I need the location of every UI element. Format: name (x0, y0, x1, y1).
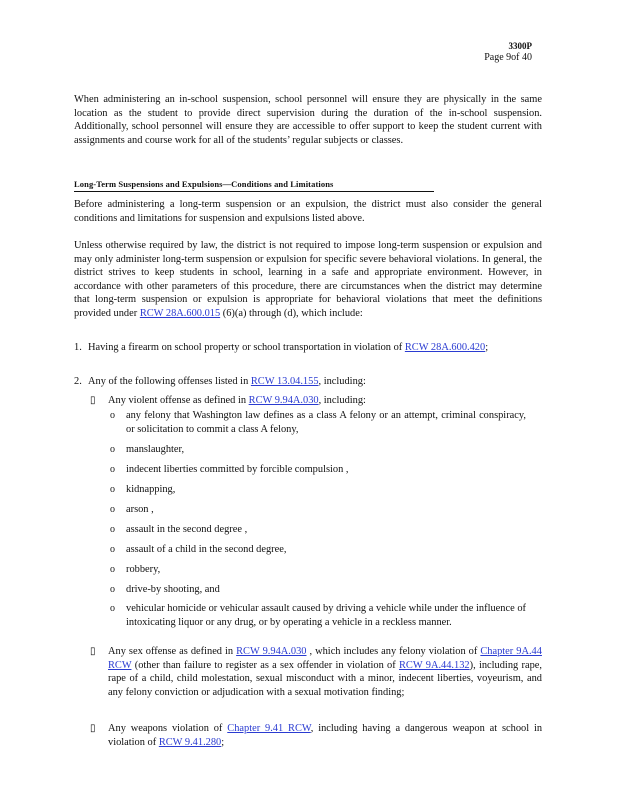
chapter-9a-44-rcw-link[interactable]: Chapter 9A.44 RCW (108, 646, 542, 671)
violent-sub-item: o assault of a child in the second degree, (110, 544, 287, 555)
item-tail: ; (485, 342, 489, 353)
bullet-glyph-icon: ▯ (90, 646, 96, 657)
violent-sub-item: o manslaughter, (110, 444, 185, 455)
requirements-paragraph (74, 239, 542, 321)
circle-bullet-icon: o (110, 544, 115, 555)
bullet-text: Any sex offense as defined in (108, 646, 234, 657)
rcw-9-94a-030-link[interactable]: RCW 9.94A.030 (236, 646, 307, 657)
violent-sub-item: o any felony that Washington law defines as a class A felony or an attempt, criminal conspiracy, or solicitation to commit a class A felony, (110, 410, 526, 435)
violent-sub-item: o drive-by shooting, and (110, 584, 220, 595)
violent-sub-item: o robbery, (110, 564, 161, 575)
bullet-text: , including having a dangerous weapon at school in violation of (108, 723, 543, 748)
rcw-28a-600-015-link[interactable]: RCW 28A.600.015 (139, 307, 221, 319)
circle-bullet-icon: o (110, 504, 115, 515)
circle-bullet-icon: o (110, 410, 115, 421)
violent-sub-item: o indecent liberties committed by forcible compulsion , (110, 464, 349, 475)
rcw-28a-600-420-link[interactable]: RCW 28A.600.420 (404, 342, 486, 353)
circle-bullet-icon: o (110, 603, 115, 614)
bullet-text: Any weapons violation of (108, 723, 223, 734)
rcw-9a-44-132-link[interactable]: RCW 9A.44.132 (398, 659, 470, 671)
page-number: Page 9of 40 (484, 52, 532, 63)
bullet-text: Any violent offense as defined in (108, 395, 247, 406)
bullet-text: (other than failure to register as a sex offender in violation of (134, 659, 396, 671)
violent-sub-item: o arson , (110, 504, 154, 515)
item-text: Any of the following offenses listed in (88, 376, 249, 387)
violent-sub-item: o kidnapping, (110, 484, 176, 495)
rcw-13-04-155-link[interactable]: RCW 13.04.155 (250, 376, 319, 387)
circle-bullet-icon: o (110, 564, 115, 575)
circle-bullet-icon: o (110, 584, 115, 595)
bullet-tail: ; (221, 736, 225, 748)
bullet-sex-offense (90, 645, 542, 699)
section-heading: Long-Term Suspensions and Expulsions—Conditions and Limitations (74, 179, 434, 192)
bullet-tail: , including: (318, 395, 366, 406)
item-tail: , including: (318, 376, 366, 387)
circle-bullet-icon: o (110, 484, 115, 495)
chapter-9-41-rcw-link[interactable]: Chapter 9.41 RCW (227, 723, 311, 734)
circle-bullet-icon: o (110, 524, 115, 535)
list-number: 2. (74, 376, 82, 387)
circle-bullet-icon: o (110, 444, 115, 455)
requirements-text: Unless otherwise required by law, the district is not required to impose long-term suspension or expulsion and may only administer long-term suspension or expulsion for specific severe behavioral violations. In general, the district strives to keep students in school, learning in a safe and appropriate environment. However, in accordance with other parameters of this procedure, there are circumstances when the district may determine that long-term suspension or expulsion is appropriate for behavioral violations that meet the definitions provided under (74, 240, 542, 319)
list-number: 1. (74, 342, 82, 353)
bullet-glyph-icon: ▯ (90, 723, 96, 734)
bullet-text: ), including rape, rape of a child, child molestation, sexual misconduct with a minor, indecent liberties, voyeurism, and any felony conviction or adjudication with a sexual motivation finding; (108, 659, 542, 698)
in-school-suspension-paragraph: When administering an in-school suspension, school personnel will ensure they are physically in the same location as the student to provide direct supervision during the duration of the in-school suspension. Additionally, school personnel will ensure they are accessible to offer support to keep the student current with assignments and course work for all of the students’ regular subjects or classes. (74, 94, 542, 146)
list-item-firearm (74, 341, 544, 355)
considerations-paragraph: Before administering a long-term suspension or an expulsion, the district must also consider the general conditions and limitations for suspension and expulsions listed above. (74, 199, 542, 224)
violent-sub-item: o vehicular homicide or vehicular assault caused by driving a vehicle while under the influence of intoxicating liquor or any drug, or by operating a vehicle in a reckless manner. (110, 603, 526, 628)
bullet-weapons-violation (90, 722, 542, 749)
rcw-9-94a-030-link[interactable]: RCW 9.94A.030 (248, 395, 319, 406)
rcw-9-41-280-link[interactable]: RCW 9.41.280 (158, 736, 222, 748)
bullet-glyph-icon: ▯ (90, 395, 96, 406)
violent-sub-item: o assault in the second degree , (110, 524, 248, 535)
circle-bullet-icon: o (110, 464, 115, 475)
page-header (484, 40, 532, 64)
requirements-tail: (6)(a) through (d), which include: (222, 307, 363, 319)
bullet-violent-offense (90, 394, 542, 408)
item-text: Having a firearm on school property or school transportation in violation of (88, 342, 403, 353)
procedure-code: 3300P (508, 41, 532, 51)
bullet-text: , which includes any felony violation of (309, 646, 478, 657)
list-item-offenses (74, 375, 544, 389)
